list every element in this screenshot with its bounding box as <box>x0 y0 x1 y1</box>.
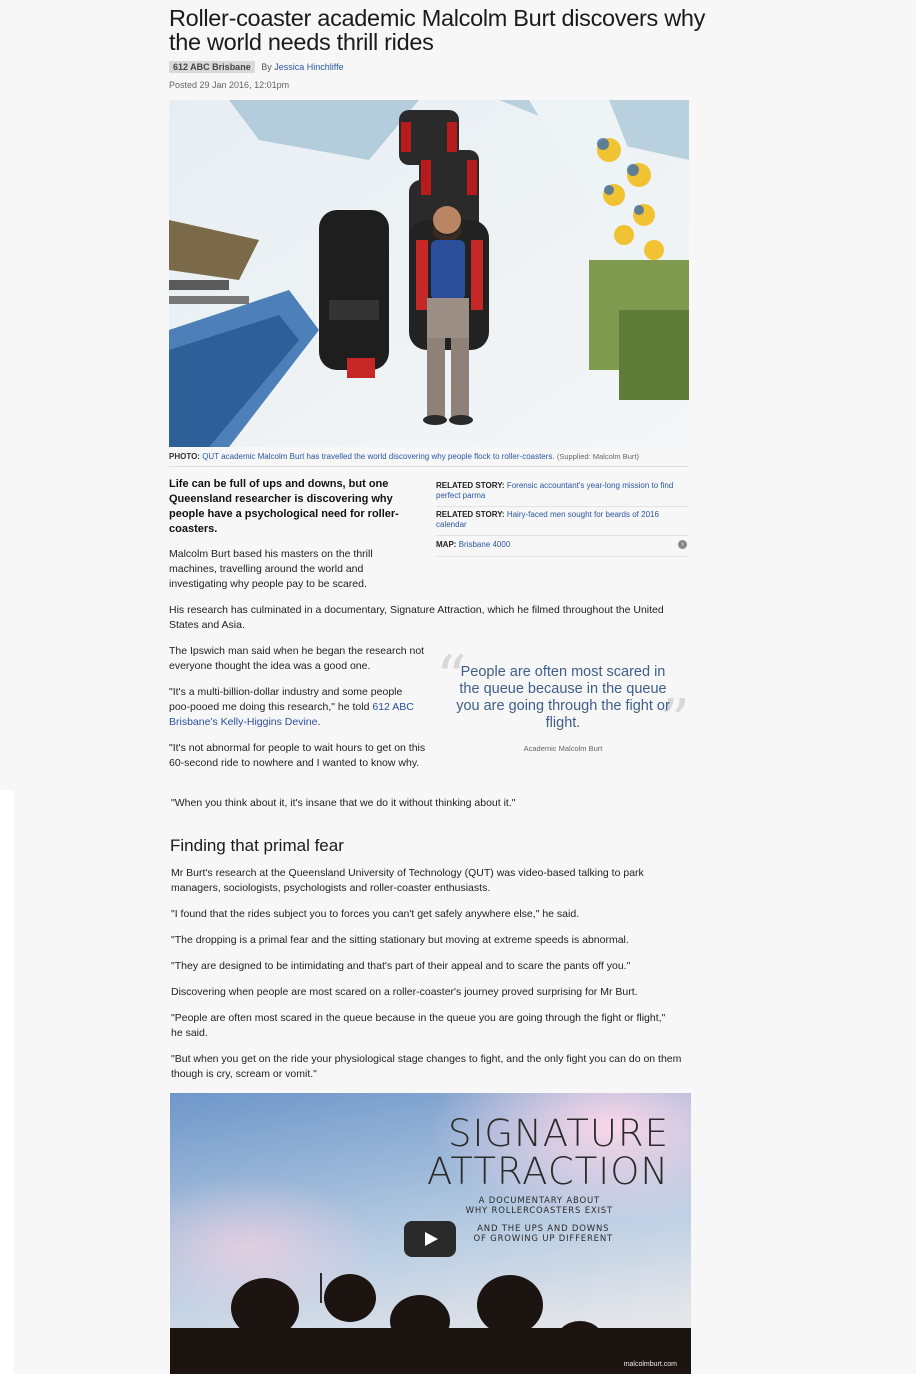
paragraph: Malcolm Burt based his masters on the thrill machines, travelling around the world and investigating why people pay to be scared. <box>169 548 373 590</box>
paragraph-text: "It's a multi-billion-dollar industry and some people poo-pooed me doing this research," he told <box>169 686 403 713</box>
related-link[interactable]: Hairy-faced men sought for beards of 2016 calendar <box>436 510 659 529</box>
paragraph: "The dropping is a primal fear and the sitting stationary but moving at extreme speeds is abnormal. <box>171 934 629 946</box>
paragraph <box>169 685 425 730</box>
related-sidebar <box>436 478 688 557</box>
video-title <box>426 1112 669 1193</box>
related-label: RELATED STORY: <box>436 510 505 519</box>
video-subtitle <box>474 1225 614 1244</box>
close-quote-icon: ” <box>659 687 690 757</box>
open-quote-icon: “ <box>436 643 467 713</box>
presenter-link[interactable]: 612 ABC Brisbane's Kelly-Higgins Devine <box>169 701 414 728</box>
video-subtitle-line: AND THE UPS AND DOWNS <box>477 1224 610 1234</box>
section-heading: Finding that primal fear <box>170 836 344 855</box>
pull-quote-attribution: Academic Malcolm Burt <box>523 744 603 753</box>
video-title-line: ATTRACTION <box>426 1150 669 1193</box>
paragraph: "They are designed to be intimidating and that's part of their appeal and to scare the pants off you." <box>171 960 631 972</box>
paragraph: "People are often most scared in the queue because in the queue you are going through the fight or flight," he said. <box>171 1012 666 1039</box>
author-link[interactable]: Jessica Hinchliffe <box>274 62 344 72</box>
hero-photo[interactable] <box>169 100 689 447</box>
related-story[interactable] <box>436 478 688 507</box>
paragraph-text: . <box>317 716 321 728</box>
paragraph: Discovering when people are most scared on a roller-coaster's journey proved surprising for Mr Burt. <box>171 986 638 998</box>
photo-caption-text[interactable]: QUT academic Malcolm Burt has travelled the world discovering why people flock to roller-coasters. <box>202 452 555 461</box>
video-title-line: SIGNATURE <box>448 1112 669 1155</box>
photo-credit: (Supplied: Malcolm Burt) <box>556 452 640 461</box>
related-story[interactable] <box>436 507 688 536</box>
paragraph: "I found that the rides subject you to forces you can't get safely anywhere else," he said. <box>171 908 580 920</box>
video-subtitle-line: OF GROWING UP DIFFERENT <box>473 1233 613 1244</box>
paragraph: "But when you get on the ride your physiological stage changes to fight, and the only fight you can do on them though is cry, scream or vomit." <box>171 1053 682 1080</box>
roller-coaster-photo <box>169 100 689 447</box>
paragraph: The Ipswich man said when he began the research not everyone thought the idea was a good one. <box>169 645 425 672</box>
video-url: malcolmburt.com <box>623 1361 677 1368</box>
map-link[interactable]: Brisbane 4000 <box>458 540 511 549</box>
left-margin-strip <box>0 790 14 1374</box>
map-label: MAP: <box>436 540 457 549</box>
video-subtitle-line: WHY ROLLERCOASTERS EXIST <box>465 1205 613 1216</box>
video-subtitle-line: A DOCUMENTARY ABOUT <box>478 1196 601 1206</box>
pull-quote-text: People are often most scared in the queue because in the queue you are going through the fight or flight. <box>456 664 670 731</box>
paragraph: His research has culminated in a documentary, Signature Attraction, which he filmed throughout the United States and Asia. <box>169 604 664 631</box>
related-label: RELATED STORY: <box>436 481 505 490</box>
paragraph: "When you think about it, it's insane that we do it without thinking about it." <box>171 797 516 809</box>
video-player[interactable] <box>170 1093 691 1374</box>
article-title: Roller-coaster academic Malcolm Burt discovers why the world needs thrill rides <box>169 5 706 55</box>
pull-quote <box>436 643 690 757</box>
map-item[interactable] <box>436 536 688 557</box>
article-lede: Life can be full of ups and downs, but one Queensland researcher is discovering why people have a psychological need for roller-coasters. <box>169 478 399 535</box>
map-expand-icon[interactable]: › <box>678 540 687 549</box>
photo-caption <box>169 451 689 467</box>
video-subtitle <box>466 1197 613 1216</box>
photo-label: PHOTO: <box>169 452 200 461</box>
paragraph: "It's not abnormal for people to wait hours to get on this 60-second ride to nowhere and I wanted to know why. <box>169 742 426 769</box>
related-link[interactable]: Forensic accountant's year-long mission to find perfect parma <box>436 481 674 500</box>
byline <box>169 62 344 72</box>
by-label: By <box>261 62 272 72</box>
source-tag[interactable]: 612 ABC Brisbane <box>169 61 255 73</box>
play-icon[interactable] <box>404 1221 456 1257</box>
paragraph: Mr Burt's research at the Queensland University of Technology (QUT) was video-based talking to park managers, sociologists, psychologists and roller-coaster enthusiasts. <box>171 867 644 894</box>
posted-date: Posted 29 Jan 2016, 12:01pm <box>169 80 290 90</box>
